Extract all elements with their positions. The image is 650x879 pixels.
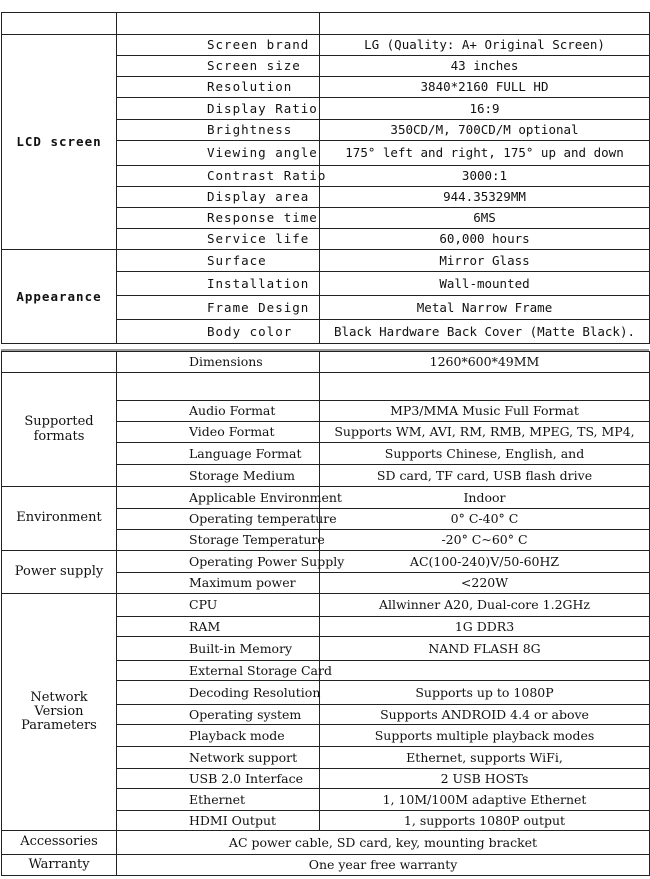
category-appearance: Appearance bbox=[2, 250, 117, 344]
table-row bbox=[2, 594, 650, 617]
lcd-spec-table bbox=[1, 12, 650, 344]
value-blank bbox=[320, 373, 650, 401]
table-row bbox=[2, 831, 650, 855]
value-blank bbox=[320, 13, 650, 35]
label-video-format: Video Format bbox=[117, 422, 320, 443]
label-frame-design: Frame Design bbox=[117, 296, 320, 320]
value-ram: 1G DDR3 bbox=[320, 617, 650, 637]
value-body-color: Black Hardware Back Cover (Matte Black). bbox=[320, 320, 650, 344]
label-blank bbox=[117, 373, 320, 401]
value-dimensions: 1260*600*49MM bbox=[320, 352, 650, 373]
value-built-in-memory: NAND FLASH 8G bbox=[320, 637, 650, 661]
label-blank bbox=[117, 13, 320, 35]
table-row bbox=[2, 551, 650, 573]
general-spec-table bbox=[1, 351, 650, 876]
value-viewing-angle: 175° left and right, 175° up and down bbox=[320, 141, 650, 166]
value-frame-design: Metal Narrow Frame bbox=[320, 296, 650, 320]
table-row bbox=[2, 35, 650, 56]
label-decoding-resolution: Decoding Resolution bbox=[117, 681, 320, 705]
value-applicable-environment: Indoor bbox=[320, 487, 650, 509]
value-installation: Wall-mounted bbox=[320, 272, 650, 296]
value-screen-size: 43 inches bbox=[320, 56, 650, 77]
label-audio-format: Audio Format bbox=[117, 401, 320, 422]
label-maximum-power: Maximum power bbox=[117, 573, 320, 594]
category-network-version-parameters: Network Version Parameters bbox=[2, 594, 117, 831]
label-dimensions: Dimensions bbox=[117, 352, 320, 373]
category-supported-formats: Supported formats bbox=[2, 373, 117, 487]
value-language-format: Supports Chinese, English, and bbox=[320, 443, 650, 465]
category-accessories: Accessories bbox=[2, 831, 117, 855]
label-language-format: Language Format bbox=[117, 443, 320, 465]
label-service-life: Service life bbox=[117, 229, 320, 250]
table-row bbox=[2, 352, 650, 373]
table-row bbox=[2, 487, 650, 509]
value-operating-power-supply: AC(100-240)V/50-60HZ bbox=[320, 551, 650, 573]
value-operating-system: Supports ANDROID 4.4 or above bbox=[320, 705, 650, 725]
value-hdmi-output: 1, supports 1080P output bbox=[320, 811, 650, 831]
value-resolution: 3840*2160 FULL HD bbox=[320, 77, 650, 98]
label-hdmi-output: HDMI Output bbox=[117, 811, 320, 831]
value-contrast-ratio: 3000:1 bbox=[320, 166, 650, 187]
value-storage-medium: SD card, TF card, USB flash drive bbox=[320, 465, 650, 487]
category-warranty: Warranty bbox=[2, 855, 117, 876]
value-display-ratio: 16:9 bbox=[320, 98, 650, 120]
value-network-support: Ethernet, supports WiFi, bbox=[320, 747, 650, 769]
label-network-support: Network support bbox=[117, 747, 320, 769]
label-surface: Surface bbox=[117, 250, 320, 272]
label-applicable-environment: Applicable Environment bbox=[117, 487, 320, 509]
table-row bbox=[2, 373, 650, 401]
value-screen-brand: LG (Quality: A+ Original Screen) bbox=[320, 35, 650, 56]
value-response-time: 6MS bbox=[320, 208, 650, 229]
label-operating-system: Operating system bbox=[117, 705, 320, 725]
value-video-format: Supports WM, AVI, RM, RMB, MPEG, TS, MP4, bbox=[320, 422, 650, 443]
category-environment: Environment bbox=[2, 487, 117, 551]
category-lcd-screen: LCD screen bbox=[2, 35, 117, 250]
label-built-in-memory: Built-in Memory bbox=[117, 637, 320, 661]
value-storage-temperature: -20° C~60° C bbox=[320, 530, 650, 551]
label-operating-temperature: Operating temperature bbox=[117, 509, 320, 530]
label-response-time: Response time bbox=[117, 208, 320, 229]
value-service-life: 60,000 hours bbox=[320, 229, 650, 250]
category-blank bbox=[2, 13, 117, 35]
label-viewing-angle: Viewing angle bbox=[117, 141, 320, 166]
table-row bbox=[2, 13, 650, 35]
label-usb-2-0-interface: USB 2.0 Interface bbox=[117, 769, 320, 789]
value-audio-format: MP3/MMA Music Full Format bbox=[320, 401, 650, 422]
value-operating-temperature: 0° C-40° C bbox=[320, 509, 650, 530]
value-playback-mode: Supports multiple playback modes bbox=[320, 725, 650, 747]
label-display-ratio: Display Ratio bbox=[117, 98, 320, 120]
label-ram: RAM bbox=[117, 617, 320, 637]
value-display-area: 944.35329MM bbox=[320, 187, 650, 208]
label-screen-size: Screen size bbox=[117, 56, 320, 77]
label-storage-temperature: Storage Temperature bbox=[117, 530, 320, 551]
label-cpu: CPU bbox=[117, 594, 320, 617]
value-brightness: 350CD/M, 700CD/M optional bbox=[320, 120, 650, 141]
label-installation: Installation bbox=[117, 272, 320, 296]
label-playback-mode: Playback mode bbox=[117, 725, 320, 747]
value-warranty: One year free warranty bbox=[117, 855, 650, 876]
table-row bbox=[2, 855, 650, 876]
value-usb-2-0-interface: 2 USB HOSTs bbox=[320, 769, 650, 789]
value-surface: Mirror Glass bbox=[320, 250, 650, 272]
value-cpu: Allwinner A20, Dual-core 1.2GHz bbox=[320, 594, 650, 617]
label-external-storage-card: External Storage Card bbox=[117, 661, 320, 681]
label-contrast-ratio: Contrast Ratio bbox=[117, 166, 320, 187]
value-maximum-power: <220W bbox=[320, 573, 650, 594]
category-blank bbox=[2, 352, 117, 373]
label-operating-power-supply: Operating Power Supply bbox=[117, 551, 320, 573]
value-decoding-resolution: Supports up to 1080P bbox=[320, 681, 650, 705]
value-external-storage-card bbox=[320, 661, 650, 681]
label-screen-brand: Screen brand bbox=[117, 35, 320, 56]
label-storage-medium: Storage Medium bbox=[117, 465, 320, 487]
category-power-supply: Power supply bbox=[2, 551, 117, 594]
table-row bbox=[2, 250, 650, 272]
value-accessories: AC power cable, SD card, key, mounting bracket bbox=[117, 831, 650, 855]
label-body-color: Body color bbox=[117, 320, 320, 344]
label-display-area: Display area bbox=[117, 187, 320, 208]
label-brightness: Brightness bbox=[117, 120, 320, 141]
label-ethernet: Ethernet bbox=[117, 789, 320, 811]
label-resolution: Resolution bbox=[117, 77, 320, 98]
value-ethernet: 1, 10M/100M adaptive Ethernet bbox=[320, 789, 650, 811]
